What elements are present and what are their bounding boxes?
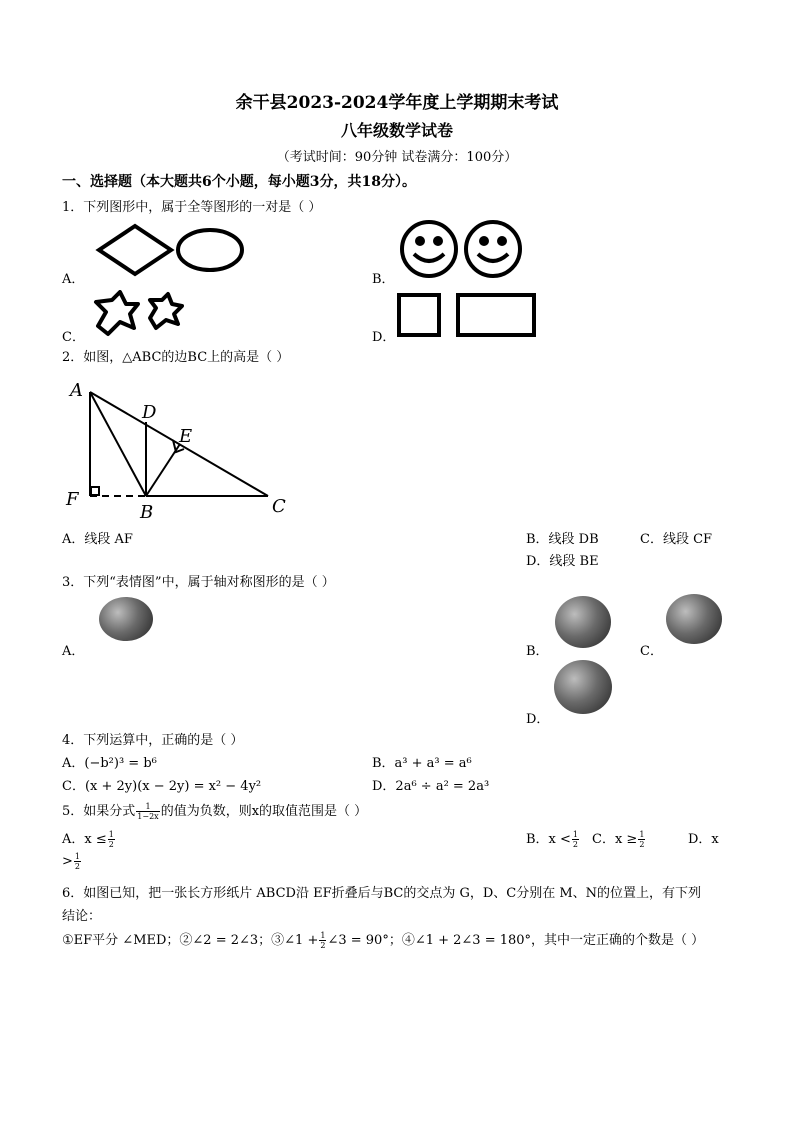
q5-option-a[interactable] <box>62 828 116 849</box>
q2-option-a[interactable]: A．线段 AF <box>62 532 133 547</box>
emoji-face-b-icon <box>555 596 611 648</box>
q1-option-b[interactable]: B． <box>372 272 395 287</box>
smiley-face-icon <box>466 222 520 276</box>
q5-fraction-den: 1−2x <box>137 812 159 821</box>
label-d: D <box>142 402 157 423</box>
emoji-face-c-icon <box>666 594 722 644</box>
q1-stem: 1．下列图形中，属于全等图形的一对是（ ） <box>62 200 322 215</box>
blob-shape <box>96 292 138 334</box>
q6-stem-line2: 结论： <box>62 909 102 924</box>
q5-stem-post: 的值为负数，则x的取值范围是（ ） <box>160 804 368 819</box>
q4-option-d[interactable]: D．2a⁶ ÷ a² = 2a³ <box>372 779 490 794</box>
label-b: B <box>140 502 154 522</box>
rectangle-shape <box>458 295 534 335</box>
q5-option-d[interactable]: D．x <box>688 832 719 847</box>
q4-option-a[interactable]: A．(−b²)³ = b⁶ <box>62 756 157 771</box>
q5-stem-pre: 5．如果分式 <box>62 804 136 819</box>
q1-figure-a <box>95 222 255 278</box>
q4-option-c[interactable]: C．(x + 2y)(x − 2y) = x² − 4y² <box>62 779 262 794</box>
q6-conclusions <box>62 929 704 950</box>
q2-option-c[interactable]: C．线段 CF <box>640 532 713 547</box>
exam-subtitle: 八年级数学试卷 <box>340 121 453 140</box>
half-fraction <box>572 830 579 849</box>
q1-option-d[interactable]: D． <box>372 330 396 345</box>
q5-option-b[interactable] <box>526 828 580 849</box>
square-shape <box>399 295 439 335</box>
q5-fraction <box>136 802 159 821</box>
exam-info: （考试时间：90分钟 试卷满分：100分） <box>276 150 518 165</box>
q5-option-d-cont <box>62 852 82 871</box>
q2-stem: 2．如图，△ABC的边BC上的高是（ ） <box>62 350 290 365</box>
label-e: E <box>179 426 193 447</box>
emoji-face-a-icon <box>99 597 153 641</box>
smiley-face-icon <box>402 222 456 276</box>
q5-option-a-text: A．x ≤ <box>62 832 107 847</box>
q5-option-c[interactable] <box>592 828 646 849</box>
half-num: 1 <box>639 830 645 839</box>
ellipse-shape <box>178 230 242 270</box>
exam-title: 余干县2023-2024学年度上学期期末考试 <box>235 93 559 113</box>
q6-conclusion-part2: ∠3 = 90°；④∠1 + 2∠3 = 180°，其中一定正确的个数是（ ） <box>327 933 705 948</box>
q1-figure-b <box>398 218 526 280</box>
section-heading: 一、选择题（本大题共6个小题，每小题3分，共18分）。 <box>62 174 416 190</box>
q2-option-b[interactable]: B．线段 DB <box>526 532 599 547</box>
q4-option-b[interactable]: B．a³ + a³ = a⁶ <box>372 756 472 771</box>
blob-shape <box>150 294 182 328</box>
half-num: 1 <box>108 830 114 839</box>
half-den: 2 <box>639 840 645 849</box>
q3-option-b[interactable]: B． <box>526 644 549 659</box>
half-fraction <box>74 852 81 871</box>
q3-option-a[interactable]: A． <box>62 644 85 659</box>
q5-stem <box>62 800 367 821</box>
q3-option-c[interactable]: C． <box>640 644 663 659</box>
label-f: F <box>66 489 79 510</box>
q1-option-c[interactable]: C． <box>62 330 85 345</box>
label-c: C <box>272 496 286 517</box>
half-den: 2 <box>108 840 114 849</box>
half-fraction <box>638 830 645 849</box>
q5-option-d-cont-text: > <box>62 854 73 869</box>
q1-option-a[interactable]: A． <box>62 272 85 287</box>
q6-conclusion-part1: ①EF平分 ∠MED；②∠2 = 2∠3；③∠1 + <box>62 933 319 948</box>
q3-option-d[interactable]: D． <box>526 712 550 727</box>
q2-option-d[interactable]: D．线段 BE <box>526 554 599 569</box>
q2-triangle-figure <box>62 372 302 522</box>
half-num: 1 <box>572 830 579 839</box>
q6-fraction-num: 1 <box>320 931 326 940</box>
half-fraction <box>108 830 115 849</box>
rhombus-shape <box>99 226 171 274</box>
q5-option-b-text: B．x < <box>526 832 571 847</box>
half-num: 1 <box>74 852 80 861</box>
q3-stem: 3．下列“表情图”中，属于轴对称图形的是（ ） <box>62 575 335 590</box>
q4-stem: 4．下列运算中，正确的是（ ） <box>62 733 244 748</box>
q6-fraction <box>319 931 326 950</box>
q1-figure-c <box>88 290 194 338</box>
q6-stem-line1: 6．如图已知，把一张长方形纸片 ABCD沿 EF折叠后与BC的交点为 G，D、C分别在 M、N的位置上，有下列 <box>62 886 702 901</box>
q6-fraction-den: 2 <box>320 941 326 950</box>
q1-figure-d <box>396 292 538 338</box>
half-den: 2 <box>74 862 80 871</box>
label-a: A <box>70 380 83 401</box>
q5-option-c-text: C．x ≥ <box>592 832 638 847</box>
emoji-face-d-icon <box>554 660 612 714</box>
q5-fraction-num: 1 <box>136 802 159 812</box>
half-den: 2 <box>572 840 579 849</box>
